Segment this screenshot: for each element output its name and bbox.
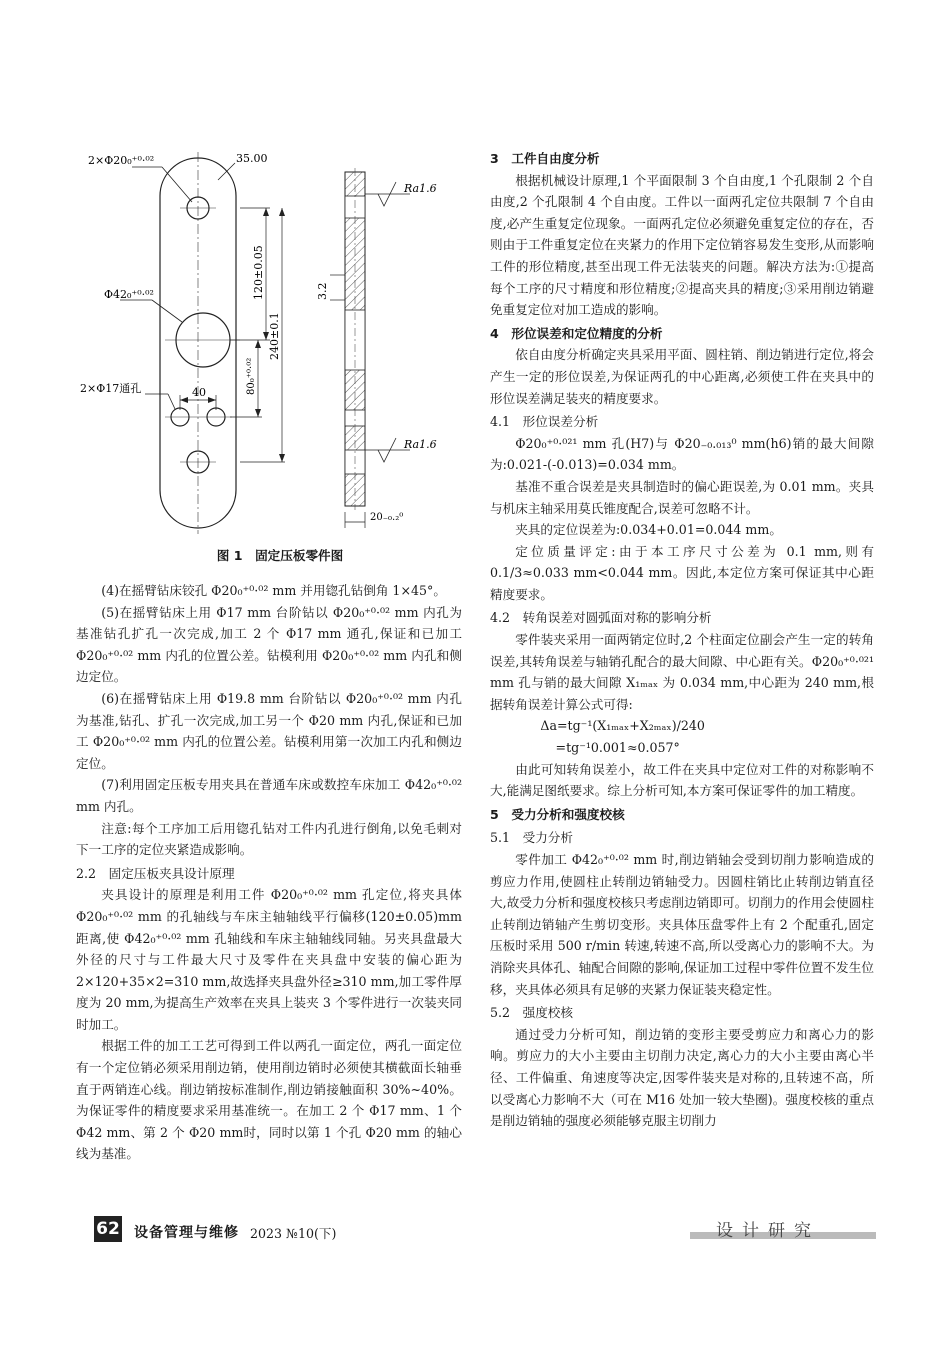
section-heading: 5.1 受力分析 (490, 830, 573, 846)
paragraph: 通过受力分析可知，削边销的变形主要受剪应力和离心力的影响。剪应力的大小主要由主切削力决定,离心力的大小主要由离心半径、工件偏重、角速度等决定,因零件装夹是对称的,且转速不高，所以受离心力影响不大（可在 M16 处加一较大垫圈)。强度校核的重点是削边销轴的强度必须能够克服主切削力 (490, 1026, 874, 1129)
label-center-hole: Φ42₀⁺⁰·⁰² (104, 288, 154, 301)
label-through-holes: 2×Φ17通孔 (80, 382, 142, 395)
paragraph: 夹具的定位误差为:0.034+0.01=0.044 mm。 (515, 522, 782, 538)
label-spacing: 40 (192, 386, 206, 399)
left-column (76, 580, 462, 1165)
figure-caption: 图 1 固定压板零件图 (216, 548, 344, 563)
label-d120: 120±0.05 (252, 245, 265, 300)
section-view (330, 168, 410, 528)
section-heading: 5 受力分析和强度校核 (490, 806, 625, 822)
paragraph: 定位质量评定:由于本工序尺寸公差为 0.1 mm,则有 0.1/3≈0.033 mm<0.044 mm。因此,本定位方案可保证其中心距精度要求。 (490, 543, 874, 602)
paragraph: 根据机械设计原理,1 个平面限制 3 个自由度,1 个孔限制 2 个自由度,2 个孔限制 4 个自由度。工件以一面两孔定位共限制 7 个自由度,必产生重复定位现象。一面两孔定位必须避免重复定位的存在，否则由于工件重复定位在夹紧力的作用下定位销容易发生变形,从而影响工件的形位精度,甚至出现工件无法装夹的问题。解决方法为:①提高每个工序的尺寸精度和形位精度;②提高夹具的精度;③采用削边销避免重复定位对加工造成的影响。 (490, 172, 874, 318)
paragraph: 由此可知转角误差小，故工件在夹具中定位对工件的对称影响不大,能满足图纸要求。综上分析可知,本方案可保证零件的加工精度。 (490, 761, 874, 799)
paragraph: 注意:每个工序加工后用锪孔钻对工件内孔进行倒角,以免毛刺对下一工序的定位夹紧造成影响。 (76, 820, 462, 858)
paragraph: (6)在摇臂钻床上用 Φ19.8 mm 台阶钻以 Φ20₀⁺⁰·⁰² mm 内孔为基准,钻孔、扩孔一次完成,加工另一个 Φ20 mm 内孔,保证和已加工 Φ20₀⁺⁰·⁰² mm 内孔的位置公差。钻模利用第一次加工内孔和侧边定位。 (76, 690, 462, 771)
paragraph: Δa=tg⁻¹(X₁ₘₐₓ+X₂ₘₐₓ)/240 (540, 718, 705, 734)
paragraph: Φ20₀⁺⁰·⁰²¹ mm 孔(H7)与 Φ20₋₀.₀₁₃⁰ mm(h6)销的最大间隙为:0.021-(-0.013)=0.034 mm。 (490, 435, 874, 473)
paragraph: 夹具设计的原理是利用工件 Φ20₀⁺⁰·⁰² mm 孔定位,将夹具体 Φ20₀⁺⁰·⁰² mm 的孔轴线与车床主轴轴线平行偏移(120±0.05)mm 距离,使 Φ42₀⁺⁰·⁰² mm 孔轴线和车床主轴轴线同轴。另夹具盘最大外径的尺寸与工件最大尺寸及零件在夹具盘中安装的偏心距为 2×120+35×2=310 mm,故选择夹具盘外径≥310 mm,加工零件厚度为 20 mm,为提高生产效率在夹具上装夹 3 个零件进行一次装夹同时加工。 (76, 887, 462, 1032)
right-column (490, 146, 874, 1132)
label-width: 35.00 (236, 152, 268, 165)
section-label: 设计研究 (716, 1221, 820, 1241)
paragraph: (7)利用固定压板专用夹具在普通车床或数控车床加工 Φ42₀⁺⁰·⁰² mm 内孔。 (76, 777, 462, 814)
paragraph: 零件加工 Φ42₀⁺⁰·⁰² mm 时,削边销轴会受到切削力影响造成的剪应力作用,使圆柱止转削边销轴受力。因圆柱销比止转削边销直径大,故受力分析和强度校核只考虑削边销即可。切削力的作用会使圆柱止转削边销轴产生剪切变形。夹具体压盘零件上有 2 个配重孔,固定压板时采用 500 r/min 转速,转速不高,所以受离心力的影响不大。为消除夹具体孔、轴配合间隙的影响,保证加工过程中零件位置不发生位移，夹具体必须具有足够的夹紧力保证装夹稳定性。 (490, 852, 874, 997)
page-number: 62 (94, 1216, 122, 1242)
label-ra-bottom: Ra1.6 (404, 438, 437, 451)
section-heading: 4 形位误差和定位精度的分析 (490, 325, 663, 341)
journal-title: 设备管理与维修 (134, 1225, 239, 1241)
part-drawing-figure (70, 150, 470, 540)
paragraph: (5)在摇臂钻床上用 Φ17 mm 台阶钻以 Φ20₀⁺⁰·⁰² mm 内孔为基准钻孔扩孔一次完成,加工 2 个 Φ17 mm 通孔,保证和已加工 Φ20₀⁺⁰·⁰² mm 内孔的位置公差。钻模利用 Φ20₀⁺⁰·⁰² mm 内孔和侧边定位。 (76, 604, 462, 685)
section-heading: 4.1 形位误差分析 (490, 414, 599, 430)
label-d240: 240±0.1 (268, 312, 281, 360)
label-holes-top: 2×Φ20₀⁺⁰·⁰² (88, 154, 155, 167)
part-drawing (70, 150, 470, 540)
paragraph: 基准不重合误差是夹具制造时的偏心距误差,为 0.01 mm。夹具与机床主轴采用莫氏锥度配合,误差可忽略不计。 (490, 478, 874, 516)
section-banner (690, 1220, 876, 1242)
paragraph: 零件装夹采用一面两销定位时,2 个柱面定位副会产生一定的转角误差,其转角误差与轴销孔配合的最大间隙、中心距有关。Φ20₀⁺⁰·⁰²¹ mm 孔与销的最大间隙 X₁ₘₐₓ 为 0.034 mm,中心距为 240 mm,根据转角误差计算公式可得: (490, 632, 874, 712)
section-heading: 4.2 转角误差对圆弧面对称的影响分析 (490, 610, 712, 626)
section-heading: 5.2 强度校核 (490, 1005, 573, 1021)
paragraph: (4)在摇臂钻床铰孔 Φ20₀⁺⁰·⁰² mm 并用锪孔钻倒角 1×45°。 (101, 583, 446, 598)
label-thick: 3.2 (316, 282, 329, 300)
paragraph: 根据工件的加工工艺可得到工件以两孔一面定位，两孔一面定位有一个定位销必须采用削边销，使用削边销时必须使其横截面长轴垂直于两销连心线。削边销按标准制作,削边销接触面积 30%~40%。为保证零件的精度要求采用基准统一。在加工 2 个 Φ17 mm、1 个 Φ42 mm、第 2 个 Φ20 mm时，同时以第 1 个孔 Φ20 mm 的轴心线为基准。 (76, 1038, 462, 1162)
section-heading: 2.2 固定压板夹具设计原理 (76, 865, 235, 881)
journal-issue: 2023 №10(下) (250, 1226, 337, 1241)
paragraph: =tg⁻¹0.001≈0.057° (555, 740, 680, 756)
label-d80: 80₀⁺⁰·⁰² (246, 357, 257, 395)
section-heading: 3 工件自由度分析 (490, 151, 600, 166)
label-ra-top: Ra1.6 (404, 182, 437, 195)
paragraph: 依自由度分析确定夹具采用平面、圆柱销、削边销进行定位,将会产生一定的形位误差,为保证两孔的中心距离,必须使工件在夹具中的形位误差满足装夹的精度要求。 (490, 347, 874, 406)
label-base: 20₋₀.₂⁰ (370, 512, 404, 523)
